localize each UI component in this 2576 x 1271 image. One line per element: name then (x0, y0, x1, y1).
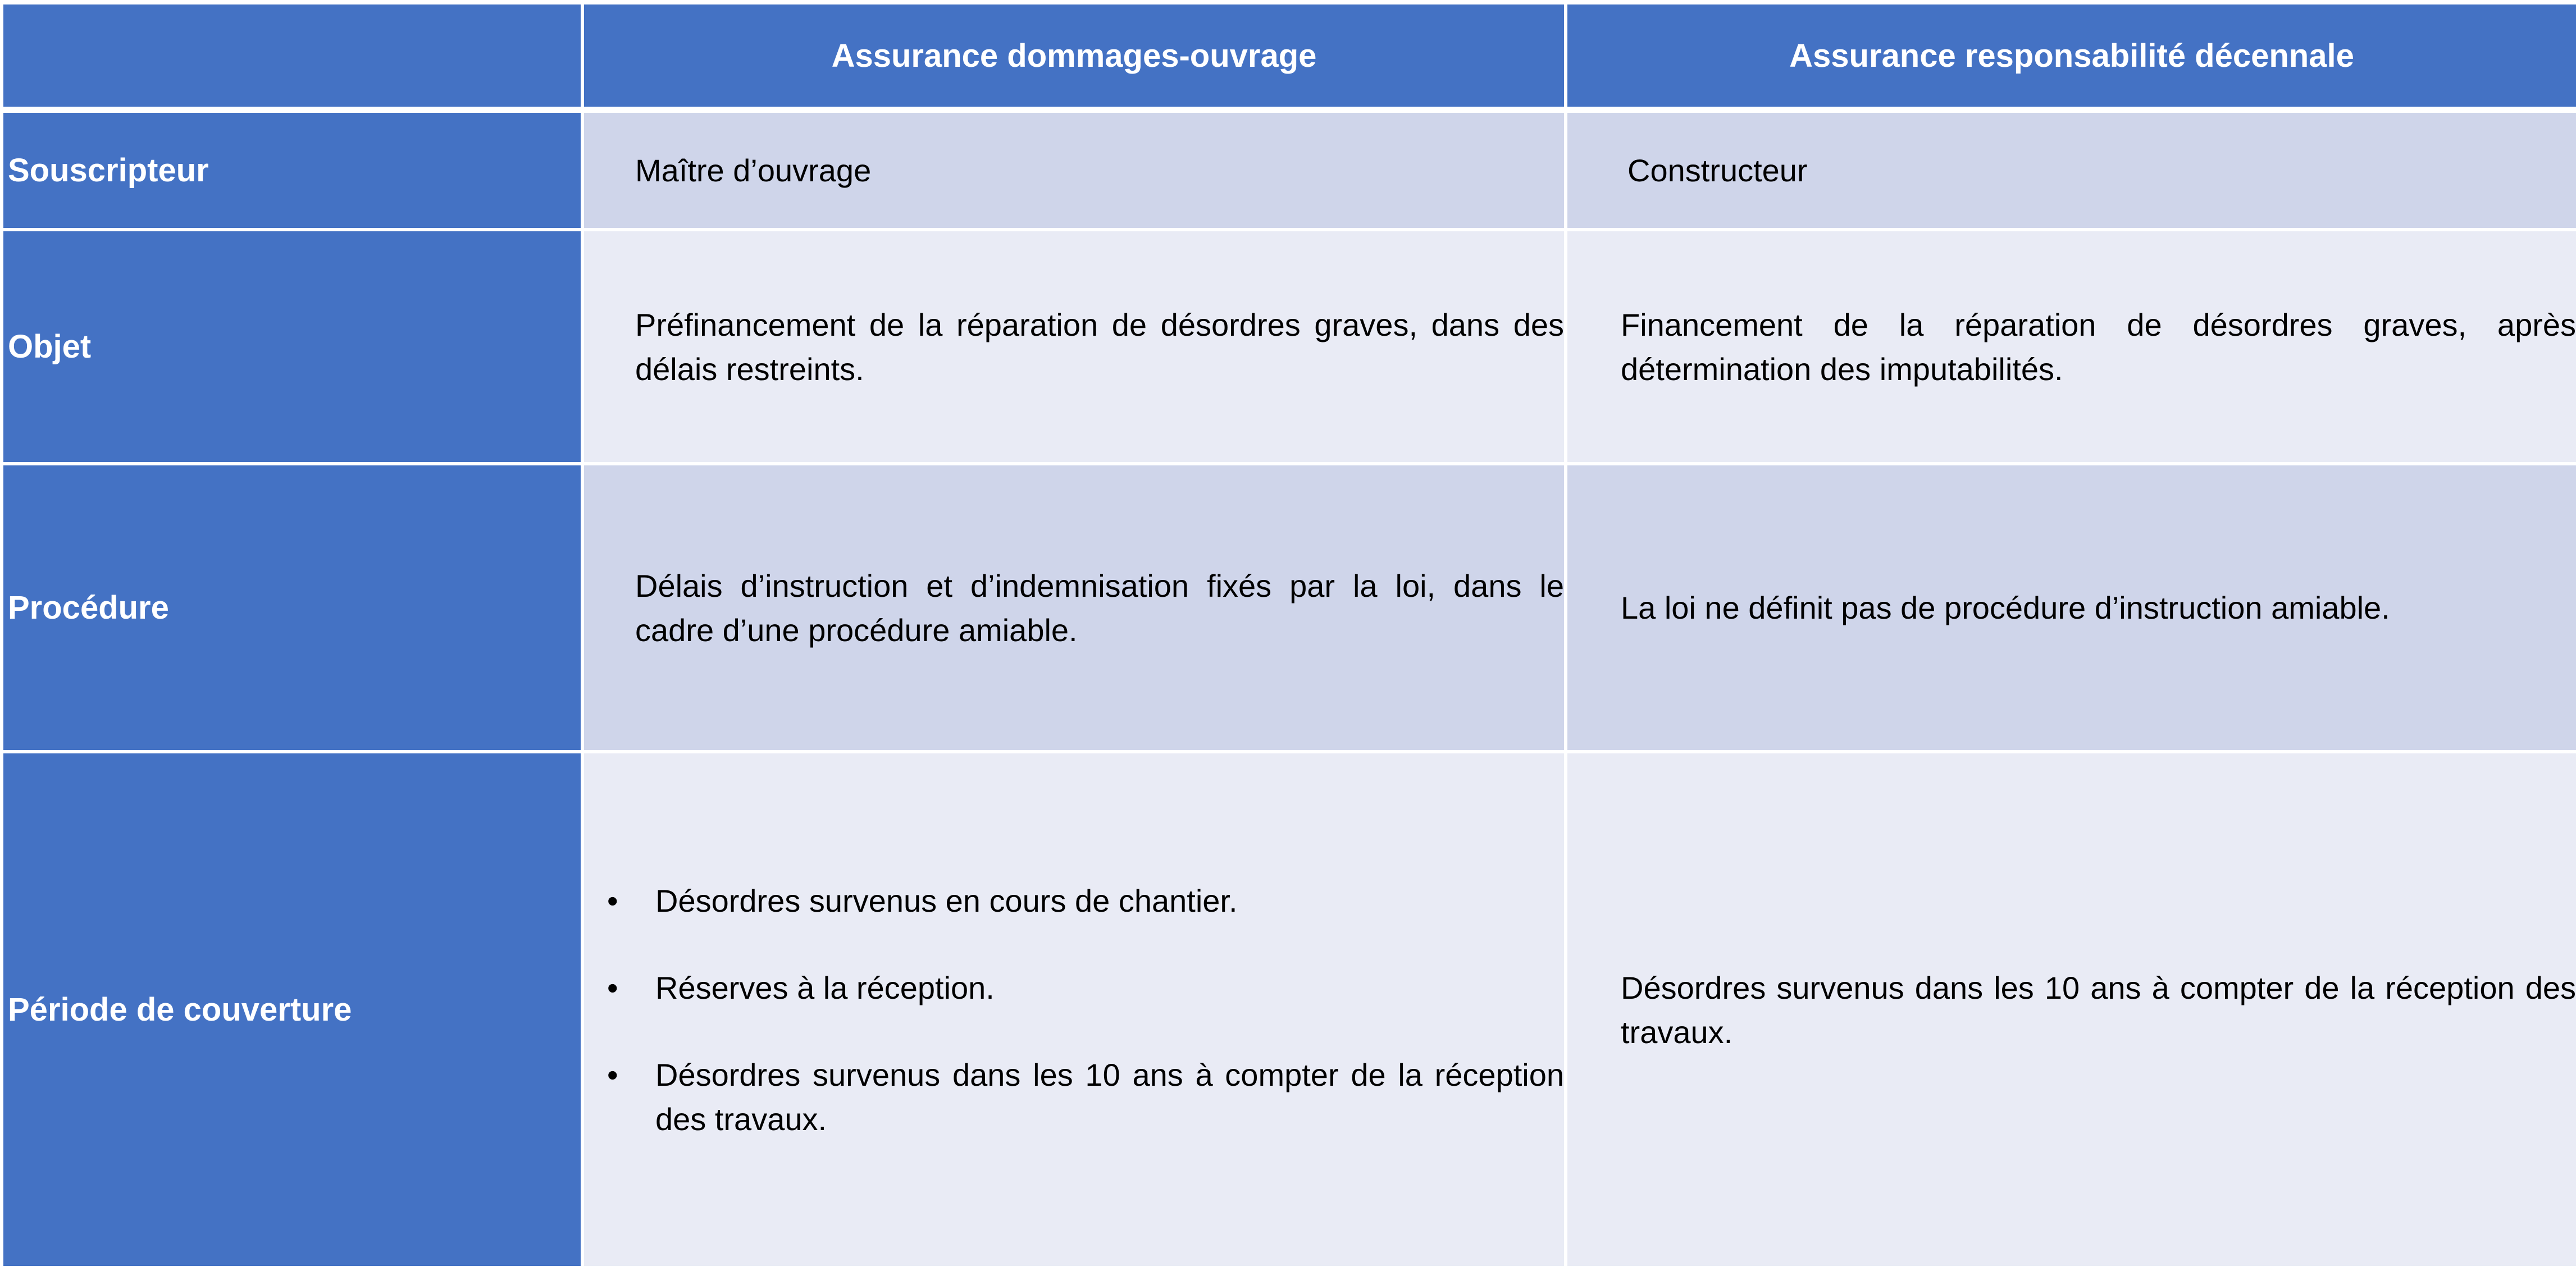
bullet-dot-icon: • (607, 883, 618, 918)
cell-objet-responsabilite-decennale (1567, 231, 2576, 462)
cell-souscripteur-responsabilite-decennale (1567, 113, 2576, 228)
row-header-label: Procédure (8, 589, 169, 626)
cell-text: Constructeur (1627, 153, 1808, 188)
row-header-label: Période de couverture (8, 991, 352, 1028)
column-header-responsabilite-decennale (1567, 4, 2576, 107)
list-item-text: Réserves à la réception. (655, 970, 995, 1005)
row-header-label: Objet (8, 328, 92, 365)
cell-periode-dommages-ouvrage (584, 753, 1564, 1266)
cell-text: Délais d’instruction et d’indemnisation fixés par la loi, dans le cadre d’une procédure amiable. (635, 568, 1564, 648)
cell-text: Maître d’ouvrage (635, 153, 872, 188)
row-header-objet (3, 231, 581, 462)
cell-periode-responsabilite-decennale (1567, 753, 2576, 1266)
cell-procedure-dommages-ouvrage (584, 465, 1564, 750)
cell-text: Financement de la réparation de désordres graves, après détermination des imputabilités. (1621, 307, 2576, 387)
cell-text: La loi ne définit pas de procédure d’instruction amiable. (1621, 590, 2390, 625)
row-header-label: Souscripteur (8, 152, 209, 189)
list-item (603, 879, 1564, 923)
column-header-label: Assurance dommages-ouvrage (831, 37, 1317, 74)
cell-objet-dommages-ouvrage (584, 231, 1564, 462)
row-header-periode-de-couverture (3, 753, 581, 1266)
cell-procedure-responsabilite-decennale (1567, 465, 2576, 750)
column-header-dommages-ouvrage (584, 4, 1564, 107)
cell-text: Désordres survenus dans les 10 ans à compter de la réception des travaux. (1621, 970, 2576, 1050)
list-item (603, 1053, 1564, 1141)
cell-souscripteur-dommages-ouvrage (584, 113, 1564, 228)
list-item (603, 966, 1564, 1010)
list-item-text: Désordres survenus dans les 10 ans à compter de la réception des travaux. (655, 1057, 1564, 1137)
row-header-souscripteur (3, 113, 581, 228)
bullet-list (603, 879, 1564, 1141)
list-item-text: Désordres survenus en cours de chantier. (655, 883, 1238, 918)
row-header-procedure (3, 465, 581, 750)
header-empty-cell (3, 4, 581, 107)
bullet-dot-icon: • (607, 970, 618, 1005)
column-header-label: Assurance responsabilité décennale (1789, 37, 2354, 74)
cell-text: Préfinancement de la réparation de désordres graves, dans des délais restreints. (635, 307, 1564, 387)
bullet-dot-icon: • (607, 1057, 618, 1092)
